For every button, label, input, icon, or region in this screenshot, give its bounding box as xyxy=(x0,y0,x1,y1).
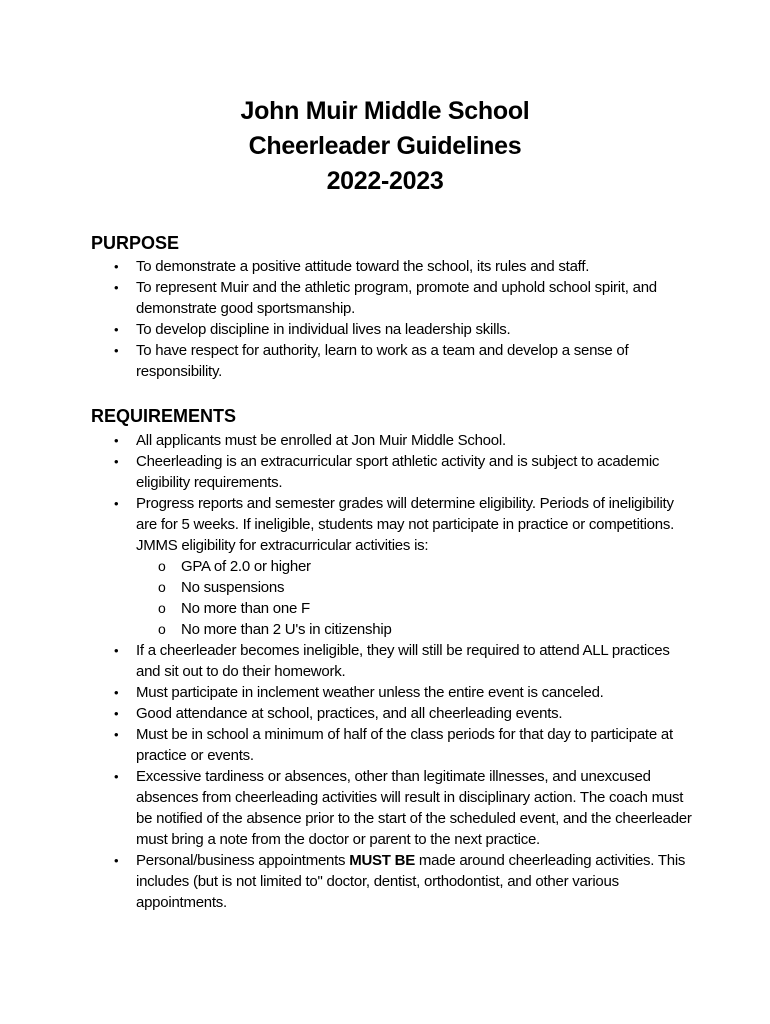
bullet-icon: • xyxy=(114,685,119,700)
bullet-icon: • xyxy=(114,454,119,469)
circle-bullet-icon: o xyxy=(158,621,166,637)
list-item: • Progress reports and semester grades will determine eligibility. Periods of ineligibility are for 5 weeks. If ineligible, students may not participate in practice or competitions. JMMS eligibility for extracurricular activities is: xyxy=(114,495,675,554)
sub-list-item: o No more than 2 U's in citizenship xyxy=(158,621,392,638)
bullet-icon: • xyxy=(114,259,119,274)
purpose-list xyxy=(0,256,770,382)
bullet-icon: • xyxy=(114,280,119,295)
list-item: • Personal/business appointments MUST BE made around cheerleading activities. This includes (but is not limited to" doctor, dentist, orthodontist, and other various appointments. xyxy=(114,852,686,911)
bullet-icon: • xyxy=(114,496,119,511)
school-name: John Muir Middle School xyxy=(240,97,530,125)
document-title: Cheerleader Guidelines xyxy=(248,132,522,160)
school-year: 2022-2023 xyxy=(326,167,444,195)
requirements-heading: REQUIREMENTS xyxy=(91,406,237,426)
list-item: • Cheerleading is an extracurricular sport athletic activity and is subject to academic eligibility requirements. xyxy=(114,453,660,491)
bullet-icon: • xyxy=(114,706,119,721)
requirements-list xyxy=(0,430,770,556)
sub-list-item: o No suspensions xyxy=(158,579,285,596)
list-item: • To have respect for authority, learn to work as a team and develop a sense of responsibility. xyxy=(114,342,629,380)
list-item: • To demonstrate a positive attitude toward the school, its rules and staff. xyxy=(114,258,590,275)
bullet-icon: • xyxy=(114,433,119,448)
list-item: • To develop discipline in individual lives na leadership skills. xyxy=(114,321,511,338)
circle-bullet-icon: o xyxy=(158,558,166,574)
bullet-icon: • xyxy=(114,727,119,742)
purpose-heading: PURPOSE xyxy=(91,233,180,253)
list-item: • If a cheerleader becomes ineligible, they will still be required to attend ALL practices and sit out to do their homework. xyxy=(114,642,670,680)
circle-bullet-icon: o xyxy=(158,600,166,616)
bullet-icon: • xyxy=(114,643,119,658)
list-item: • Must be in school a minimum of half of the class periods for that day to participate at practice or events. xyxy=(114,726,673,764)
bullet-icon: • xyxy=(114,343,119,358)
list-item: • All applicants must be enrolled at Jon Muir Middle School. xyxy=(114,432,506,449)
list-item: • Good attendance at school, practices, and all cheerleading events. xyxy=(114,705,563,722)
bullet-icon: • xyxy=(114,322,119,337)
list-item: • Excessive tardiness or absences, other than legitimate illnesses, and unexcused absences from cheerleading activities will result in disciplinary action. The coach must be notified of the absence prior to the start of the scheduled event, and the cheerleader must bring a note from the doctor or parent to the next practice. xyxy=(114,768,692,848)
emphasis-text: MUST BE xyxy=(349,852,415,869)
bullet-icon: • xyxy=(114,769,119,784)
sub-list-item: o GPA of 2.0 or higher xyxy=(158,558,311,575)
requirements-list-continued xyxy=(0,640,770,913)
eligibility-sublist xyxy=(0,556,770,640)
sub-list-item: o No more than one F xyxy=(158,600,310,617)
list-item: • To represent Muir and the athletic program, promote and uphold school spirit, and demonstrate good sportsmanship. xyxy=(114,279,657,317)
bullet-icon: • xyxy=(114,853,119,868)
list-item: • Must participate in inclement weather unless the entire event is canceled. xyxy=(114,684,604,701)
circle-bullet-icon: o xyxy=(158,579,166,595)
